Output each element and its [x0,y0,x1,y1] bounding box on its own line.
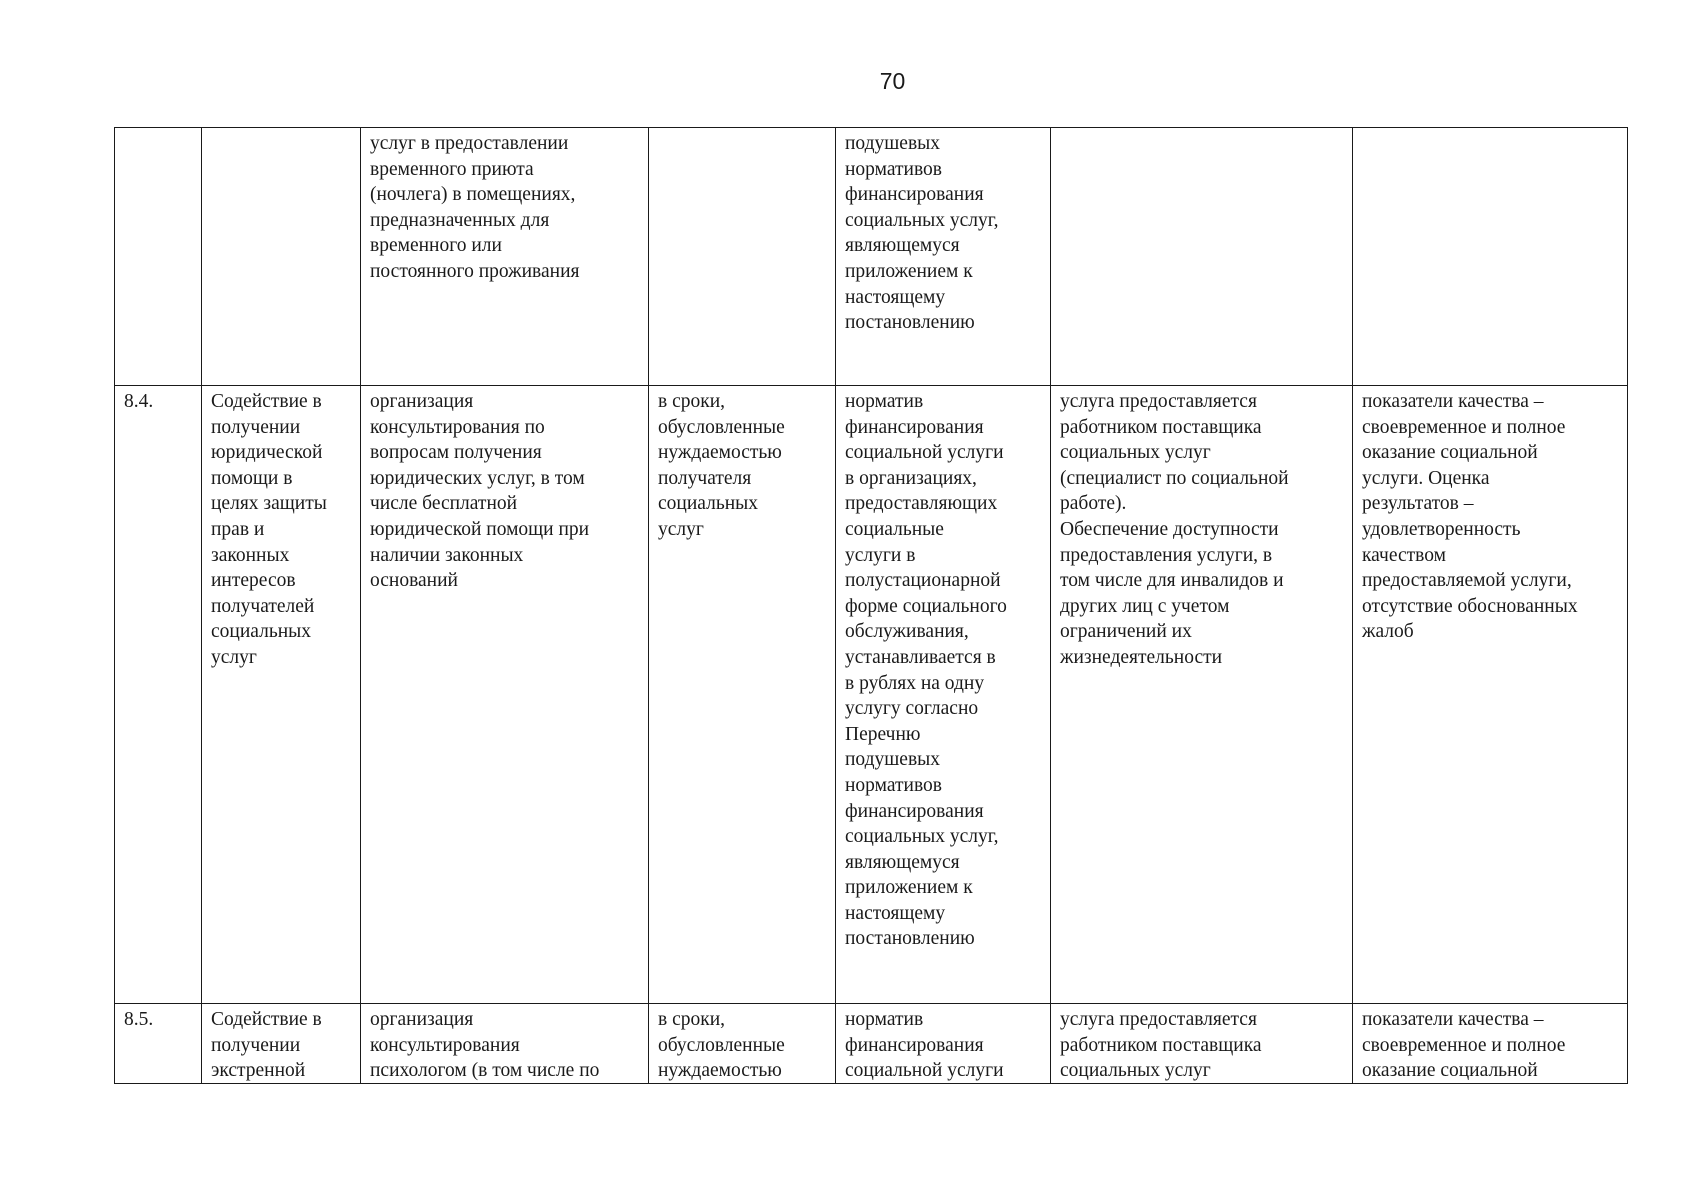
cell-service-description: организация консультирования по вопросам получения юридических услуг, в том числе бесплатной юридической помощи при наличии законных оснований [361,386,649,1004]
cell-provision-conditions [1051,128,1353,386]
cell-financing-norm: подушевых нормативов финансирования социальных услуг, являющемуся приложением к настоящему постановлению [836,128,1051,386]
cell-service-name [202,128,361,386]
cell-financing-norm: норматив финансирования социальной услуги [836,1004,1051,1084]
cell-quality-indicators: показатели качества – своевременное и полное оказание социальной [1353,1004,1628,1084]
cell-service-name: Содействие в получении экстренной [202,1004,361,1084]
cell-quality-indicators: показатели качества – своевременное и полное оказание социальной услуги. Оценка результатов – удовлетворенность качеством предоставляемой услуги, отсутствие обоснованных жалоб [1353,386,1628,1004]
cell-financing-norm: норматив финансирования социальной услуги в организациях, предоставляющих социальные услуги в полустационарной форме социального обслуживания, устанавливается в в рублях на одну услугу согласно Перечню подушевых нормативов финансирования социальных услуг, являющемуся приложением к настоящему постановлению [836,386,1051,1004]
cell-number: 8.4. [115,386,202,1004]
table-row-continued [115,128,1628,386]
services-table [114,127,1628,1084]
table-row-8-4 [115,386,1628,1004]
cell-service-description: услуг в предоставлении временного приюта (ночлега) в помещениях, предназначенных для временного или постоянного проживания [361,128,649,386]
page-number: 70 [879,68,906,94]
table-row-8-5 [115,1004,1628,1084]
cell-provision-conditions: услуга предоставляется работником поставщика социальных услуг [1051,1004,1353,1084]
cell-number [115,128,202,386]
cell-timing: в сроки, обусловленные нуждаемостью получателя социальных услуг [649,386,836,1004]
cell-provision-conditions: услуга предоставляется работником поставщика социальных услуг (специалист по социальной работе). Обеспечение доступности предоставления услуги, в том числе для инвалидов и других лиц с учетом ограничений их жизнедеятельности [1051,386,1353,1004]
cell-number: 8.5. [115,1004,202,1084]
cell-timing: в сроки, обусловленные нуждаемостью [649,1004,836,1084]
cell-quality-indicators [1353,128,1628,386]
cell-service-name: Содействие в получении юридической помощи в целях защиты прав и законных интересов получателей социальных услуг [202,386,361,1004]
cell-timing [649,128,836,386]
cell-service-description: организация консультирования психологом (в том числе по [361,1004,649,1084]
